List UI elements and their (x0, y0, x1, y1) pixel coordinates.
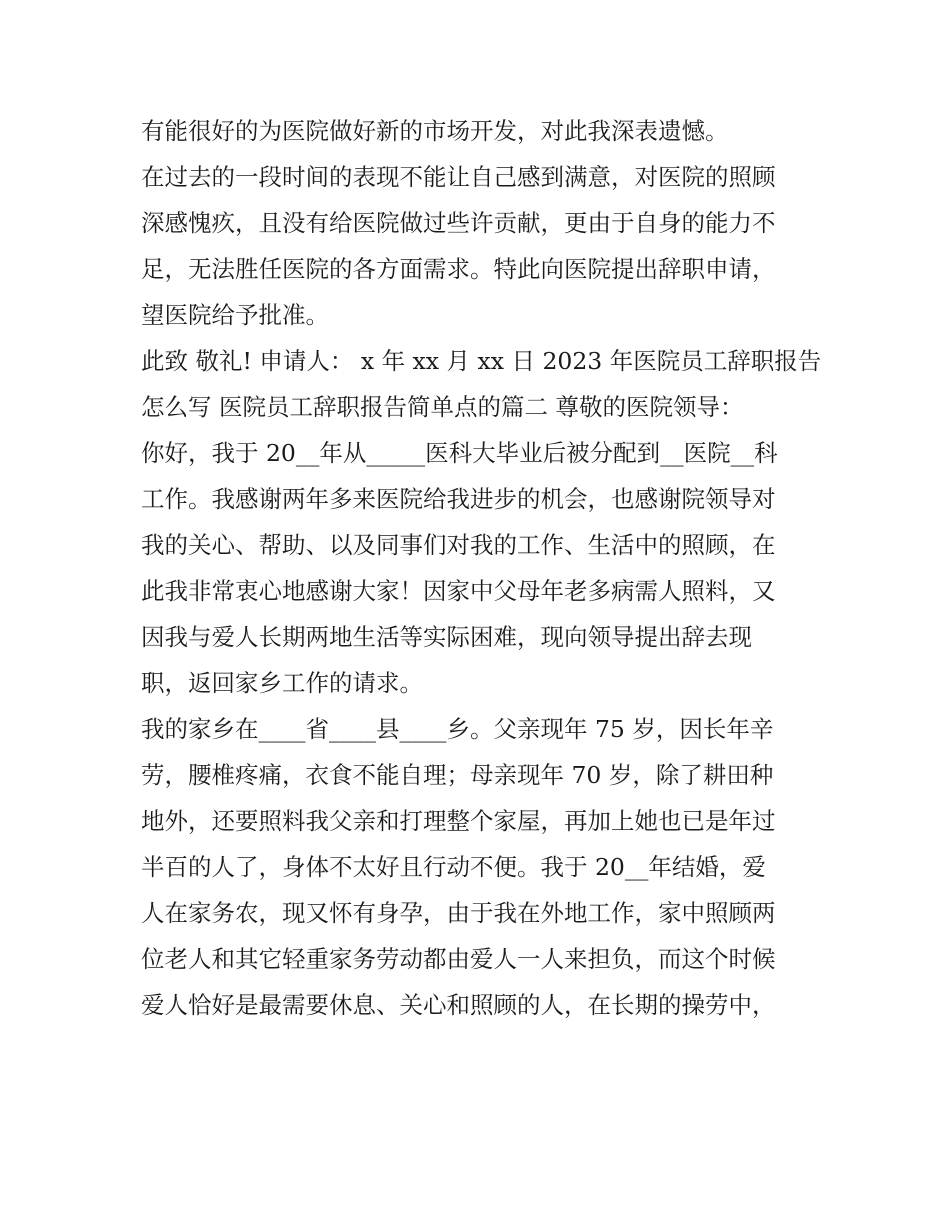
paragraph-closing-and-title (141, 338, 821, 430)
text-line: 人在家务农，现又怀有身孕，由于我在外地工作，家中照顾两 (141, 899, 776, 927)
document-body (141, 108, 821, 1028)
text-line: 足，无法胜任医院的各方面需求。特此向医院提出辞职申请， (141, 255, 776, 283)
text-line: 望医院给予批准。 (141, 301, 329, 329)
text-line: 我的家乡在____省____县____乡。父亲现年 75 岁，因长年辛 (141, 715, 774, 743)
text-line: 此我非常衷心地感谢大家！因家中父母年老多病需人照料，又 (141, 577, 776, 605)
text-line: 深感愧疚，且没有给医院做过些许贡献，更由于自身的能力不 (141, 209, 776, 237)
text-line: 怎么写 医院员工辞职报告简单点的篇二 尊敬的医院领导： (141, 393, 744, 421)
text-line: 职，返回家乡工作的请求。 (141, 669, 423, 697)
text-line: 因我与爱人长期两地生活等实际困难，现向领导提出辞去现 (141, 623, 752, 651)
paragraph-family-situation (141, 706, 821, 1028)
text-line: 你好，我于 20__年从_____医科大毕业后被分配到__医院__科 (141, 439, 778, 467)
paragraph-regret (141, 108, 821, 154)
text-line: 地外，还要照料我父亲和打理整个家屋，再加上她也已是年过 (141, 807, 776, 835)
text-line: 我的关心、帮助、以及同事们对我的工作、生活中的照顾，在 (141, 531, 776, 559)
text-line: 此致 敬礼! 申请人： x 年 xx 月 xx 日 2023 年医院员工辞职报告 (141, 347, 822, 375)
paragraph-performance (141, 154, 821, 338)
paragraph-greeting (141, 430, 821, 706)
text-line: 在过去的一段时间的表现不能让自己感到满意，对医院的照顾 (141, 163, 776, 191)
text-line: 有能很好的为医院做好新的市场开发，对此我深表遗憾。 (141, 117, 729, 145)
text-line: 半百的人了，身体不太好且行动不便。我于 20__年结婚，爱 (141, 853, 766, 881)
text-line: 劳，腰椎疼痛，衣食不能自理；母亲现年 70 岁，除了耕田种 (141, 761, 774, 789)
text-line: 工作。我感谢两年多来医院给我进步的机会，也感谢院领导对 (141, 485, 776, 513)
text-line: 爱人恰好是最需要休息、关心和照顾的人，在长期的操劳中， (141, 991, 776, 1019)
text-line: 位老人和其它轻重家务劳动都由爱人一人来担负，而这个时候 (141, 945, 776, 973)
